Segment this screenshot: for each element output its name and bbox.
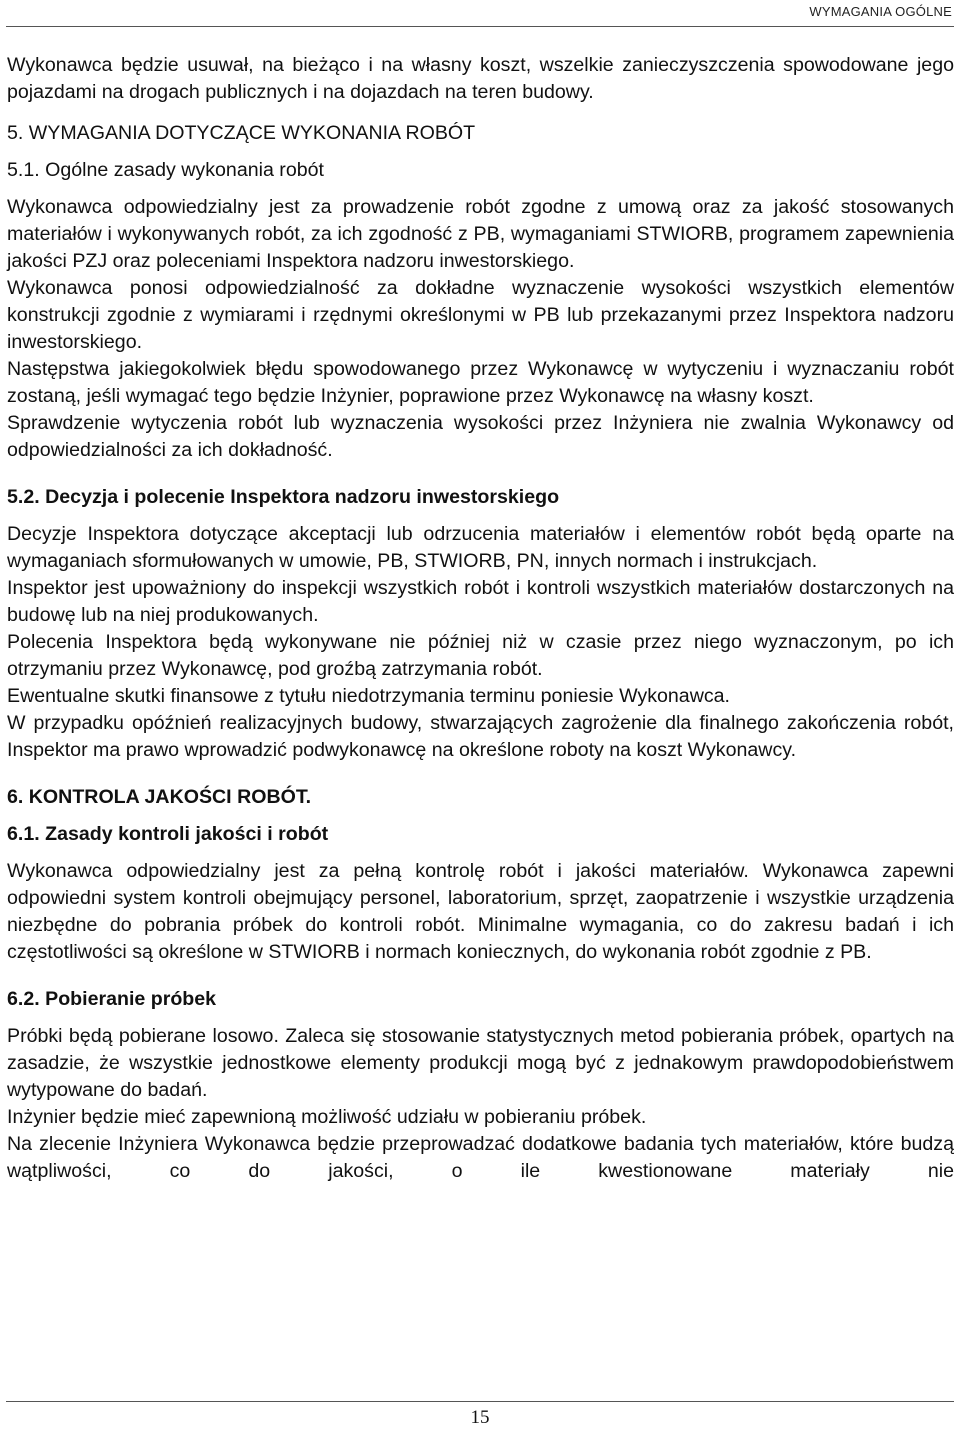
paragraph: Inżynier będzie mieć zapewnioną możliwość udziału w pobieraniu próbek. — [7, 1106, 647, 1128]
paragraph: Wykonawca odpowiedzialny jest za pełną kontrolę robót i jakości materiałów. Wykonawca zapewni odpowiedni system kontroli obejmujący personel, laboratorium, sprzęt, zaopatrzenie i wszystkie urządzenia niezbędne do pobrania próbek do kontroli robót. Minimalne wymagania, co do zakresu badań i ich częstotliwości są określone w STWIORB i normach koniecznych, do wykonania robót zgodnie z PB. — [7, 860, 954, 963]
footer-rule — [6, 1401, 954, 1402]
section-6-heading: 6. KONTROLA JAKOŚCI ROBÓT. — [7, 786, 312, 808]
paragraph: Próbki będą pobierane losowo. Zaleca się stosowanie statystycznych metod pobierania próbek, opartych na zasadzie, że wszystkie jednostkowe elementy produkcji mogą być z jednakowym prawdopodobieństwem wytypowane do badań. — [7, 1025, 954, 1101]
paragraph: Wykonawca odpowiedzialny jest za prowadzenie robót zgodne z umową oraz za jakość stosowanych materiałów i wykonywanych robót, za ich zgodność z PB, wymaganiami STWIORB, programem zapewnienia jakości PZJ oraz poleceniami Inspektora nadzoru inwestorskiego. — [7, 196, 954, 272]
page-number: 15 — [470, 1407, 490, 1428]
section-5-2-heading: 5.2. Decyzja i polecenie Inspektora nadzoru inwestorskiego — [7, 486, 560, 508]
section-5-1-heading: 5.1. Ogólne zasady wykonania robót — [7, 159, 324, 181]
paragraph: W przypadku opóźnień realizacyjnych budowy, stwarzających zagrożenie dla finalnego zakończenia robót, Inspektor ma prawo wprowadzić podwykonawcę na określone roboty na koszt Wykonawcy. — [7, 712, 954, 761]
paragraph: Inspektor jest upoważniony do inspekcji wszystkich robót i kontroli wszystkich materiałów dostarczonych na budowę lub na niej produkowanych. — [7, 577, 954, 626]
section-5-heading: 5. WYMAGANIA DOTYCZĄCE WYKONANIA ROBÓT — [7, 122, 476, 144]
header-rule — [6, 26, 954, 27]
paragraph: Polecenia Inspektora będą wykonywane nie później niż w czasie przez niego wyznaczonym, po ich otrzymaniu przez Wykonawcę, pod groźbą zatrzymania robót. — [7, 631, 954, 680]
section-6-1-heading: 6.1. Zasady kontroli jakości i robót — [7, 823, 329, 845]
section-6-2-heading: 6.2. Pobieranie próbek — [7, 988, 217, 1010]
page-content — [7, 52, 954, 1185]
paragraph: Następstwa jakiegokolwiek błędu spowodowanego przez Wykonawcę w wytyczeniu i wyznaczaniu robót zostaną, jeśli wymagać tego będzie Inżynier, poprawione przez Wykonawcę na własny koszt. — [7, 358, 954, 407]
paragraph: Wykonawca ponosi odpowiedzialność za dokładne wyznaczenie wysokości wszystkich elementów konstrukcji zgodnie z wymiarami i rzędnymi określonymi w PB lub przekazanymi przez Inspektora nadzoru inwestorskiego. — [7, 277, 954, 353]
intro-paragraph: Wykonawca będzie usuwał, na bieżąco i na własny koszt, wszelkie zanieczyszczenia spowodowane jego pojazdami na drogach publicznych i na dojazdach na teren budowy. — [7, 54, 954, 103]
paragraph: Decyzje Inspektora dotyczące akceptacji lub odrzucenia materiałów i elementów robót będą oparte na wymaganiach sformułowanych w umowie, PB, STWIORB, PN, innych normach i instrukcjach. — [7, 523, 954, 572]
running-header: WYMAGANIA OGÓLNE — [809, 4, 952, 19]
paragraph: Ewentualne skutki finansowe z tytułu niedotrzymania terminu poniesie Wykonawca. — [7, 685, 730, 707]
paragraph: Sprawdzenie wytyczenia robót lub wyznaczenia wysokości przez Inżyniera nie zwalnia Wykonawcy od odpowiedzialności za ich dokładność. — [7, 412, 954, 461]
paragraph: Na zlecenie Inżyniera Wykonawca będzie przeprowadzać dodatkowe badania tych materiałów, które budzą wątpliwości, co do jakości, o ile kwestionowane materiały nie — [7, 1133, 954, 1182]
